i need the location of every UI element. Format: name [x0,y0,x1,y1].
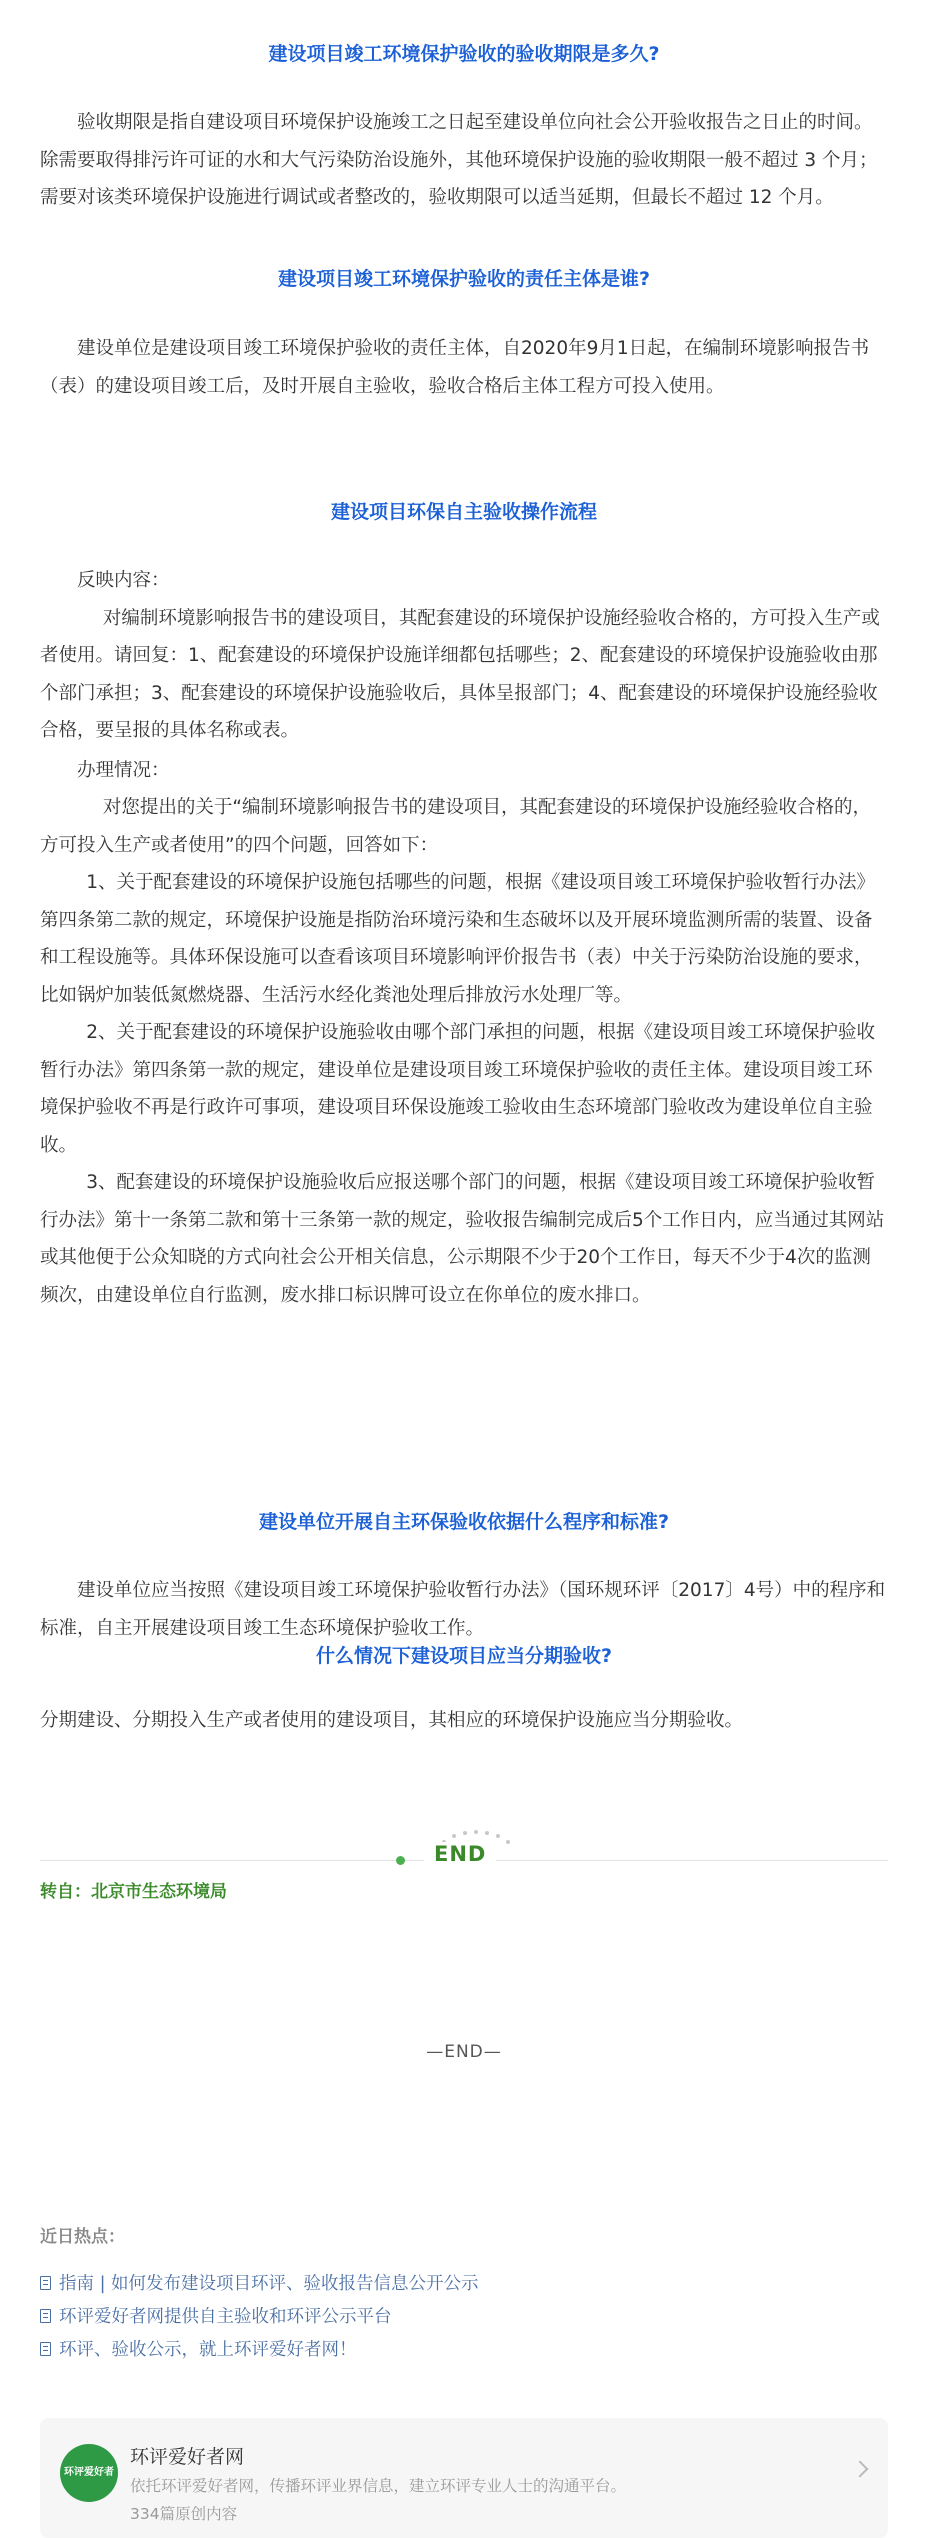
handling-paragraph: 对您提出的关于“编制环境影响报告书的建设项目，其配套建设的环境保护设施经验收合格的，方可投入生产或者使用”的四个问题，回答如下： [40,797,871,856]
section-body-operation-flow [40,562,888,1314]
account-card[interactable] [40,2418,888,2538]
section-title-procedure-standards: 建设单位开展自主环保验收依据什么程序和标准? [258,1511,670,1533]
document-icon [40,2309,51,2323]
reflection-label: 反映内容： [77,570,170,591]
document-icon [40,2276,51,2290]
section-body-responsible-party [40,330,888,405]
green-dot-icon [396,1856,405,1865]
hot-topic-label: 指南 | 如何发布建设项目环评、验收报告信息公开公示 [59,2274,479,2294]
source-label: 转自：北京市生态环境局 [40,1882,227,1902]
section-title-phased-acceptance: 什么情况下建设项目应当分期验收? [315,1645,613,1667]
section-title-acceptance-period: 建设项目竣工环境保护验收的验收期限是多久? [268,43,660,65]
answer-item-2: 2、关于配套建设的环境保护设施验收由哪个部门承担的问题，根据《建设项目竣工环境保护验收暂行办法》第四条第一款的规定，建设单位是建设项目竣工环境保护验收的责任主体。建设项目竣工环境保护验收不再是行政许可事项，建设项目环保设施竣工验收由生态环境部门验收改为建设单位自主验收。 [40,1022,876,1156]
section-body-acceptance-period [40,104,888,217]
article-count: 334篇原创内容 [130,2505,238,2523]
account-name: 环评爱好者网 [130,2446,245,2468]
document-icon [40,2342,51,2356]
account-description: 依托环评爱好者网，传播环评业界信息，建立环评专业人士的沟通平台。 [130,2477,627,2495]
hot-topic-link[interactable] [40,2266,840,2299]
paragraph: 分期建设、分期投入生产或者使用的建设项目，其相应的环境保护设施应当分期验收。 [40,1710,744,1731]
hot-topic-label: 环评爱好者网提供自主验收和环评公示平台 [59,2307,392,2327]
paragraph: 建设单位是建设项目竣工环境保护验收的责任主体，自2020年9月1日起，在编制环境影响报告书（表）的建设项目竣工后，及时开展自主验收，验收合格后主体工程方可投入使用。 [40,338,870,397]
handling-label: 办理情况： [77,759,170,781]
hot-topic-link[interactable] [40,2332,840,2365]
section-body-phased-acceptance [40,1702,888,1740]
section-title-operation-flow: 建设项目环保自主验收操作流程 [330,501,597,523]
avatar [60,2444,118,2502]
hot-topics-list [40,2266,840,2365]
hot-topics-title: 近日热点： [40,2227,125,2247]
avatar-text: 环评爱好者 [64,2467,114,2478]
reflection-paragraph: 对编制环境影响报告书的建设项目，其配套建设的环境保护设施经验收合格的，方可投入生产或者使用。请回复：1、配套建设的环境保护设施详细都包括哪些；2、配套建设的环境保护设施验收由那个部门承担；3、配套建设的环境保护设施验收后，具体呈报部门；4、配套建设的环境保护设施经验收合格，要呈报的具体名称或表。 [40,607,880,741]
end-mark: END [424,1842,496,1866]
hot-topic-label: 环评、验收公示，就上环评爱好者网！ [59,2340,357,2360]
paragraph: 验收期限是指自建设项目环境保护设施竣工之日起至建设单位向社会公开验收报告之日止的时间。除需要取得排污许可证的水和大气污染防治设施外，其他环境保护设施的验收期限一般不超过 3 个月；需要对该类环境保护设施进行调试或者整改的，验收期限可以适当延期，但最长不超过 12 个月。 [40,112,878,208]
end-text: —END— [426,2042,502,2062]
section-body-procedure-standards [40,1572,888,1647]
answer-item-1: 1、关于配套建设的环境保护设施包括哪些的问题，根据《建设项目竣工环境保护验收暂行办法》第四条第二款的规定，环境保护设施是指防治环境污染和生态破坏以及开展环境监测所需的装置、设备和工程设施等。具体环保设施可以查看该项目环境影响评价报告书（表）中关于污染防治设施的要求，比如锅炉加装低氮燃烧器、生活污水经化粪池处理后排放污水处理厂等。 [40,872,876,1006]
hot-topic-link[interactable] [40,2299,840,2332]
paragraph: 建设单位应当按照《建设项目竣工环境保护验收暂行办法》（国环规环评〔2017〕4号）中的程序和标准，自主开展建设项目竣工生态环境保护验收工作。 [40,1580,886,1639]
answer-item-3: 3、配套建设的环境保护设施验收后应报送哪个部门的问题，根据《建设项目竣工环境保护验收暂行办法》第十一条第二款和第十三条第一款的规定，验收报告编制完成后5个工作日内，应当通过其网站或其他便于公众知晓的方式向社会公开相关信息，公示期限不少于20个工作日，每天不少于4次的监测频次，由建设单位自行监测，废水排口标识牌可设立在你单位的废水排口。 [40,1172,885,1306]
end-divider [40,1828,888,1868]
chevron-right-icon [852,2461,869,2478]
section-title-responsible-party: 建设项目竣工环境保护验收的责任主体是谁? [277,268,651,290]
